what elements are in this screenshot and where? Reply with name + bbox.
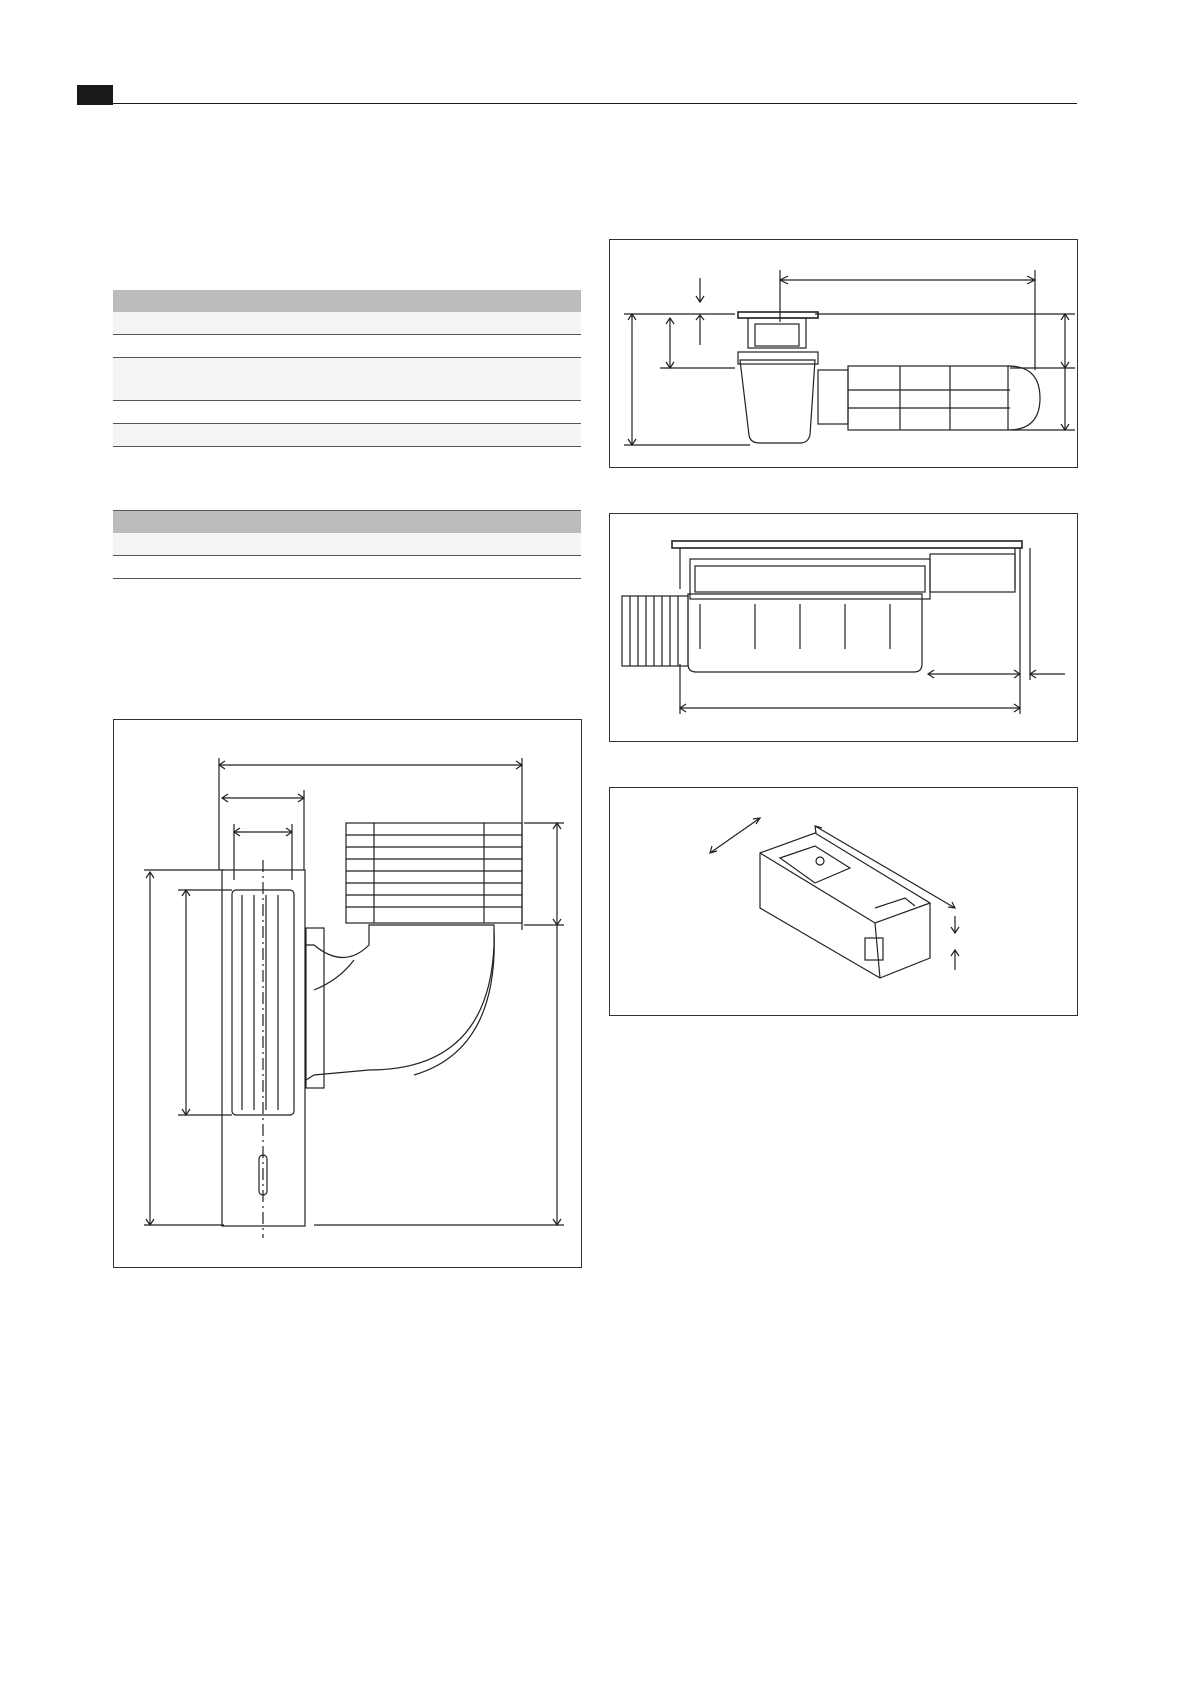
table-row bbox=[113, 447, 581, 511]
table-row bbox=[113, 358, 581, 401]
top-view-drawing bbox=[114, 720, 581, 1267]
side-view-drawing bbox=[610, 514, 1077, 741]
section-view-drawing bbox=[610, 240, 1077, 467]
table-row bbox=[113, 556, 581, 579]
section-marker bbox=[77, 85, 113, 105]
table-row bbox=[113, 424, 581, 447]
table-row bbox=[113, 312, 581, 335]
side-view-figure bbox=[609, 513, 1078, 742]
table-row bbox=[113, 511, 581, 534]
table-row bbox=[113, 290, 581, 312]
section-view-figure bbox=[609, 239, 1078, 468]
table-row bbox=[113, 533, 581, 556]
spec-table bbox=[113, 290, 581, 579]
iso-view-figure bbox=[609, 787, 1078, 1016]
table-row bbox=[113, 335, 581, 358]
table-row bbox=[113, 401, 581, 424]
header-rule bbox=[77, 103, 1077, 104]
iso-view-drawing bbox=[610, 788, 1077, 1015]
top-view-figure bbox=[113, 719, 582, 1268]
